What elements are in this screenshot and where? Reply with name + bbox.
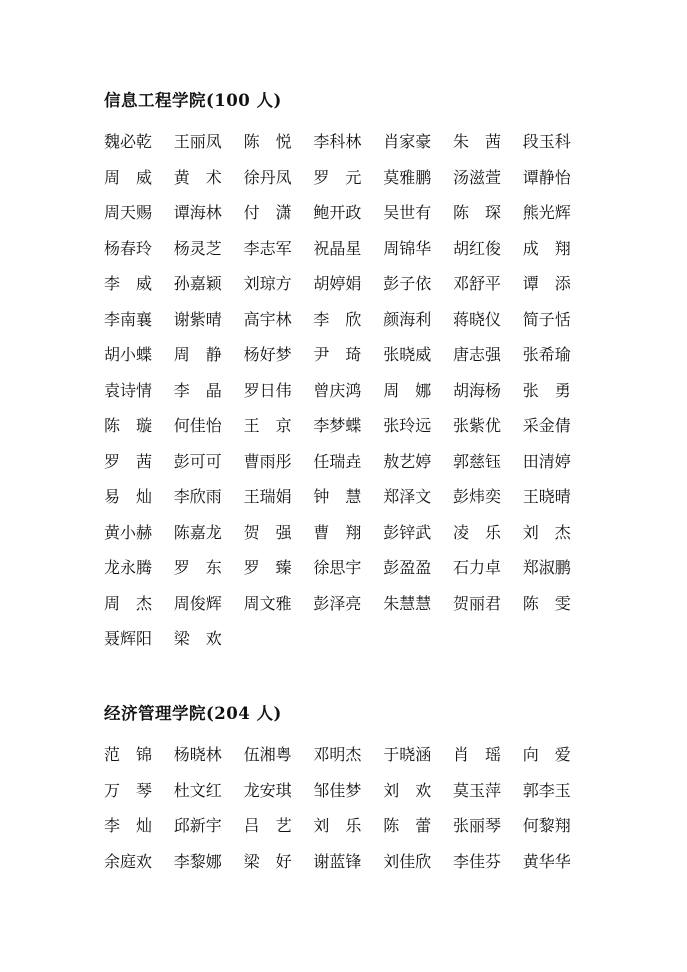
name-entry: 鲍开政: [313, 203, 362, 222]
name-entry: 凌 乐: [452, 522, 501, 542]
name-entry: 杨晓林: [173, 745, 222, 764]
name-entry: 李 晶: [173, 380, 222, 400]
name-entry: 肖 瑶: [452, 745, 501, 764]
name-entry: 贺 强: [243, 522, 292, 542]
name-entry: 谭海林: [173, 203, 222, 222]
name-entry: 王 京: [243, 416, 292, 435]
name-entry: 肖家豪: [383, 132, 432, 151]
name-entry: 钟 慧: [313, 487, 362, 506]
name-entry: 陈 雯: [522, 593, 571, 613]
name-entry: 梁 好: [243, 851, 292, 871]
name-entry: 敖艺婷: [383, 451, 432, 471]
name-entry: 张希瑜: [522, 345, 571, 364]
section-economics-management: [104, 699, 584, 879]
name-entry: 谭 添: [522, 274, 571, 293]
name-entry: 刘佳欣: [383, 851, 432, 871]
name-entry: 彭可可: [173, 451, 222, 471]
name-entry: 刘琼方: [243, 274, 292, 293]
name-entry: 李科林: [313, 132, 362, 151]
name-entry: 简子恬: [522, 309, 571, 329]
name-entry: 李 威: [104, 274, 153, 293]
name-entry: 曹 翔: [313, 522, 362, 542]
name-entry: 孙嘉颖: [173, 274, 222, 293]
name-entry: 袁诗情: [104, 380, 153, 400]
name-entry: 陈 蕾: [383, 816, 432, 835]
name-entry: 朱 茜: [452, 132, 501, 151]
name-entry: 周天赐: [104, 203, 153, 222]
name-entry: 陈 璇: [104, 416, 153, 435]
name-entry: 向 爱: [522, 745, 571, 764]
name-entry: 吴世有: [383, 203, 432, 222]
name-entry: 龙安琪: [243, 780, 292, 800]
name-entry: 田清婷: [522, 451, 571, 471]
name-entry: 罗 东: [173, 558, 222, 577]
name-entry: 易 灿: [104, 487, 153, 506]
name-entry: 周 娜: [383, 380, 432, 400]
name-entry: 徐丹凤: [243, 167, 292, 187]
name-entry: 余庭欢: [104, 851, 153, 871]
name-entry: 罗 臻: [243, 558, 292, 577]
name-entry: 徐思宇: [313, 558, 362, 577]
name-entry: 彭泽亮: [313, 593, 362, 613]
name-entry: 刘 欢: [383, 780, 432, 800]
name-entry: 周 威: [104, 167, 153, 187]
name-entry: 黄华华: [522, 851, 571, 871]
name-entry: 彭盈盈: [383, 558, 432, 577]
section-info-engineering: [104, 86, 584, 657]
name-entry: 范 锦: [104, 745, 153, 764]
name-entry: 李佳芬: [452, 851, 501, 871]
name-entry: 陈嘉龙: [173, 522, 222, 542]
name-entry: 陈 琛: [452, 203, 501, 222]
name-entry: 张紫优: [452, 416, 501, 435]
name-entry: 周 静: [173, 345, 222, 364]
name-entry: 杨春玲: [104, 238, 153, 258]
name-entry: 曾庆鸿: [313, 380, 362, 400]
name-entry: 段玉科: [522, 132, 571, 151]
name-entry: 蒋晓仪: [452, 309, 501, 329]
name-entry: 胡婷娟: [313, 274, 362, 293]
name-entry: 莫雅鹏: [383, 167, 432, 187]
section-title: 经济管理学院(204 人): [104, 704, 282, 723]
name-entry: 万 琴: [104, 780, 153, 800]
section-title: 信息工程学院(100 人): [104, 91, 282, 110]
name-entry: 汤滋萱: [452, 167, 501, 187]
name-entry: 王瑞娟: [243, 487, 292, 506]
name-entry: 邹佳梦: [313, 780, 362, 800]
name-entry: 郭慈钰: [452, 451, 501, 471]
name-entry: 罗 茜: [104, 451, 153, 471]
name-entry: 罗日伟: [243, 380, 292, 400]
name-entry: 龙永腾: [104, 558, 153, 577]
name-entry: 杜文红: [173, 780, 222, 800]
name-entry: 梁 欢: [173, 629, 222, 648]
name-entry: 胡红俊: [452, 238, 501, 258]
name-entry: 何佳怡: [173, 416, 222, 435]
name-entry: 杨好梦: [243, 345, 292, 364]
name-entry: 刘 杰: [522, 522, 571, 542]
name-list: [104, 124, 584, 657]
name-entry: 郭李玉: [522, 780, 571, 800]
name-entry: 尹 琦: [313, 345, 362, 364]
name-entry: 张玲远: [383, 416, 432, 435]
name-entry: 周锦华: [383, 238, 432, 258]
name-entry: 熊光辉: [522, 203, 571, 222]
name-entry: 周 杰: [104, 593, 153, 613]
name-entry: 郑泽文: [383, 487, 432, 506]
name-entry: 石力卓: [452, 558, 501, 577]
name-entry: 曹雨彤: [243, 451, 292, 471]
name-entry: 王晓晴: [522, 487, 571, 506]
name-entry: 胡小蝶: [104, 345, 153, 364]
name-entry: 彭炜奕: [452, 487, 501, 506]
name-entry: 刘 乐: [313, 816, 362, 835]
name-entry: 李梦蝶: [313, 416, 362, 435]
name-entry: 高宇林: [243, 309, 292, 329]
name-entry: 谢紫晴: [173, 309, 222, 329]
name-entry: 周俊辉: [173, 593, 222, 613]
name-entry: 李欣雨: [173, 487, 222, 506]
name-entry: 黄 术: [173, 167, 222, 187]
name-entry: 魏必乾: [104, 132, 153, 151]
name-entry: 谢蓝锋: [313, 851, 362, 871]
name-entry: 李黎娜: [173, 851, 222, 871]
name-entry: 邱新宇: [173, 816, 222, 835]
name-entry: 于晓涵: [383, 745, 432, 764]
name-entry: 彭子依: [383, 274, 432, 293]
name-entry: 成 翔: [522, 238, 571, 258]
name-entry: 陈 悦: [243, 132, 292, 151]
name-list: [104, 737, 584, 879]
name-entry: 伍湘粤: [243, 745, 292, 764]
name-entry: 李 灿: [104, 816, 153, 835]
name-entry: 朱慧慧: [383, 593, 432, 613]
name-entry: 杨灵芝: [173, 238, 222, 258]
name-entry: 莫玉萍: [452, 780, 501, 800]
name-entry: 付 潇: [243, 203, 292, 222]
name-entry: 黄小赫: [104, 522, 153, 542]
name-entry: 彭锌武: [383, 522, 432, 542]
name-entry: 谭静怡: [522, 167, 571, 187]
name-entry: 李志军: [243, 238, 292, 258]
name-entry: 胡海杨: [452, 380, 501, 400]
name-entry: 何黎翔: [522, 816, 571, 835]
name-entry: 张晓威: [383, 345, 432, 364]
name-entry: 采金倩: [522, 416, 571, 435]
name-entry: 任瑞垚: [313, 451, 362, 471]
name-entry: 吕 艺: [243, 816, 292, 835]
name-entry: 唐志强: [452, 345, 501, 364]
name-entry: 周文雅: [243, 593, 292, 613]
name-entry: 李南襄: [104, 309, 153, 329]
name-entry: 颜海利: [383, 309, 432, 329]
name-entry: 祝晶星: [313, 238, 362, 258]
name-entry: 邓明杰: [313, 745, 362, 764]
name-entry: 张 勇: [522, 380, 571, 400]
name-entry: 贺丽君: [452, 593, 501, 613]
name-entry: 王丽凤: [173, 132, 222, 151]
name-entry: 聂辉阳: [104, 629, 153, 648]
name-entry: 罗 元: [313, 167, 362, 187]
name-entry: 郑淑鹏: [522, 558, 571, 577]
name-entry: 张丽琴: [452, 816, 501, 835]
name-entry: 邓舒平: [452, 274, 501, 293]
name-entry: 李 欣: [313, 309, 362, 329]
